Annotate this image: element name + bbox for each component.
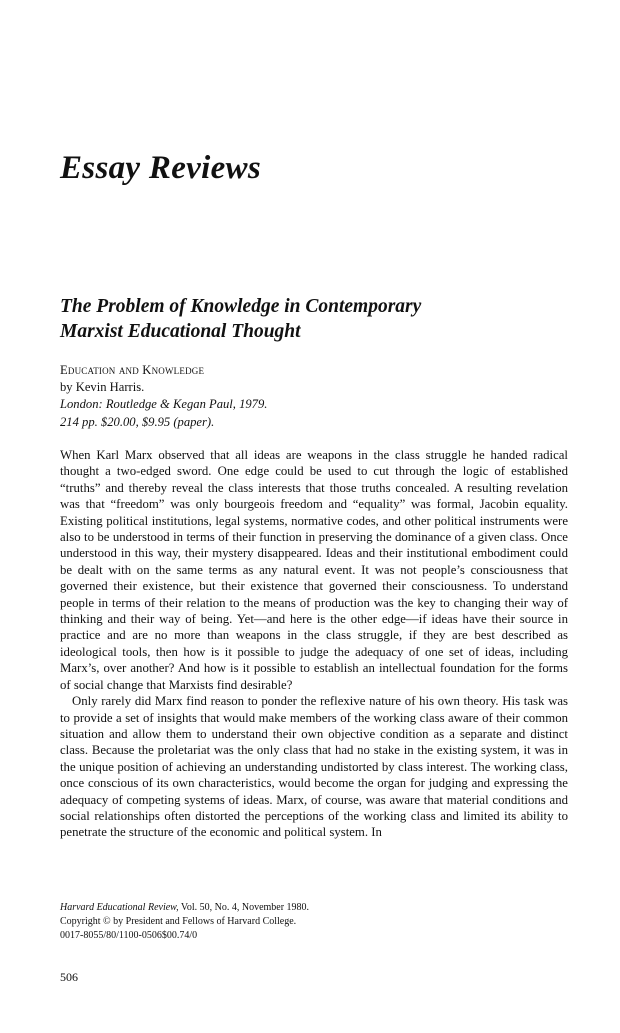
article-code: 0017-8055/80/1100-0506$00.74/0 (60, 930, 198, 941)
article-title (60, 294, 421, 344)
page-number: 506 (60, 970, 78, 984)
article-title-line-2: Marxist Educational Thought (60, 321, 301, 342)
book-publisher: London: Routledge & Kegan Paul, 1979. (60, 397, 268, 412)
publication-footer (60, 901, 309, 943)
copyright-notice: Copyright © by President and Fellows of Harvard College. (60, 916, 297, 927)
journal-name: Harvard Educational Review, (60, 902, 179, 913)
book-author: by Kevin Harris. (60, 380, 145, 395)
article-title-line-1: The Problem of Knowledge in Contemporary (60, 296, 422, 317)
journal-citation (60, 901, 309, 915)
section-heading: Essay Reviews (60, 150, 261, 186)
book-details: 214 pp. $20.00, $9.95 (paper). (60, 414, 215, 429)
body-paragraph-2: Only rarely did Marx find reason to ponder the reflexive nature of his own theory. His task was to provide a set of insights that would make members of the working class aware of their common situation and allow them to understand their own objective condition as a separate and distinct class. Because the proletariat was the only class that had no stake in the existing system, it was in the unique position of achieving an understanding undistorted by class interest. The working class, once conscious of its own characteristics, would become the organ for judging and expressing the adequacy of competing systems of ideas. Marx, of course, was aware that material conditions and social relationships often distorted the perceptions of the working class and limited its ability to penetrate the structure of the economic and political system. In (60, 694, 568, 840)
journal-issue: Vol. 50, No. 4, November 1980. (178, 902, 310, 913)
book-title: Education and Knowledge (60, 363, 205, 377)
body-paragraph-1: When Karl Marx observed that all ideas are weapons in the class struggle he handed radical thought a two-edged sword. One edge could be used to cut through the logic of established “truths” and thereby reveal the class interests that those truths concealed. A resulting revelation was that “freedom” was only bourgeois freedom and “equality” was formal, Jacobin equality. Existing political institutions, legal systems, normative codes, and other political instruments were also to be understood in terms of their function in preserving the dominance of a given class. Once understood in this way, their mystery disappeared. Ideas and their institutional embodiment could be dealt with on the same terms as any natural event. It was not people’s consciousness that governed their existence, but their existence that governed their consciousness. To understand people in terms of their relation to the means of production was the key to changing their way of thinking and their way of being. Yet—and here is the other edge—if ideas have their source in practice and are no more than weapons in the class struggle, if they are best described as ideological tools, then how is it possible to judge the adequacy of one set of ideas, including Marx’s, over another? And how is it possible to establish an intellectual foundation for the forms of social change that Marxists find desirable? (60, 448, 568, 692)
book-citation (60, 362, 267, 431)
review-body (60, 447, 568, 841)
